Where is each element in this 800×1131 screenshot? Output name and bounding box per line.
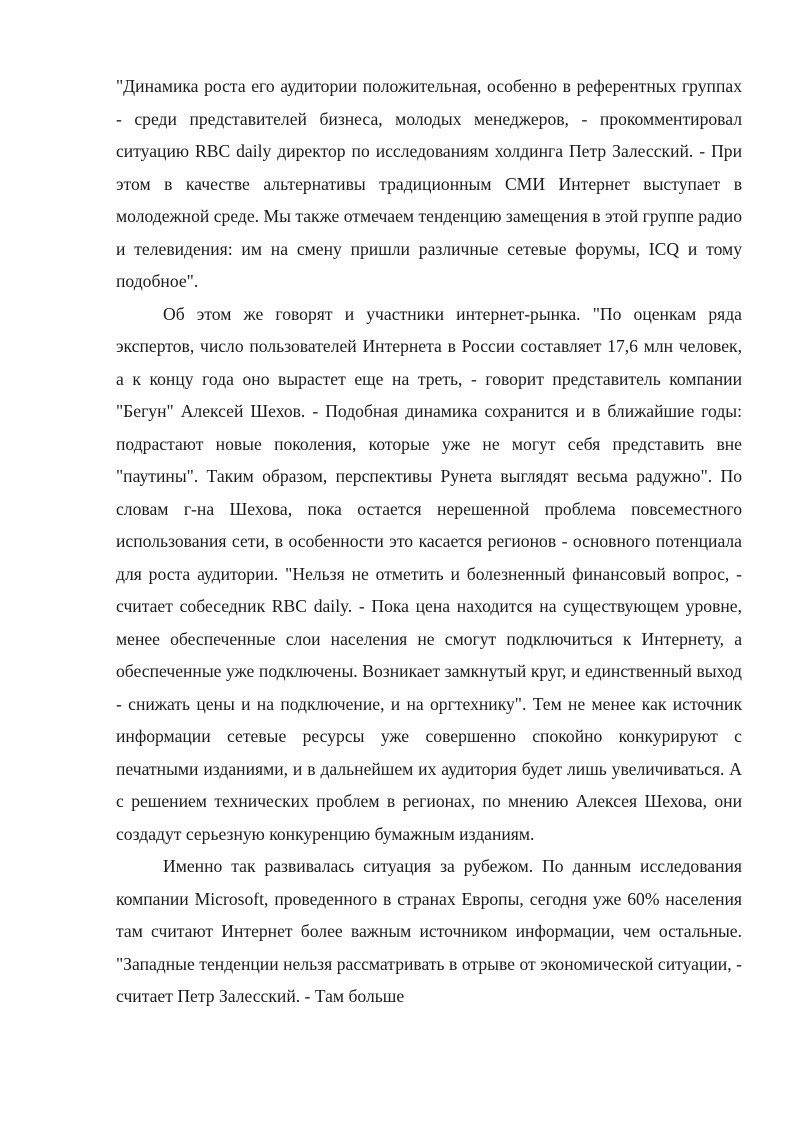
paragraph-3: Именно так развивалась ситуация за рубежом. По данным исследования компании Microsoft, проведенного в странах Европы, сегодня уже 60% населения там считают Интернет более важным источником информации, чем остальные. "Западные тенденции нельзя рассматривать в отрыве от экономической ситуации, - считает Петр Залесский. - Там больше <box>116 856 742 1006</box>
paragraph-1: "Динамика роста его аудитории положительная, особенно в референтных группах - среди представителей бизнеса, молодых менеджеров, - прокомментировал ситуацию RBC daily директор по исследованиям холдинга Петр Залесский. - При этом в качестве альтернативы традиционным СМИ Интернет выступает в молодежной среде. Мы также отмечаем тенденцию замещения в этой группе радио и телевидения: им на смену пришли различные сетевые форумы, ICQ и тому подобное". <box>116 76 743 291</box>
document-body <box>116 70 742 1013</box>
paragraph-2: Об этом же говорят и участники интернет-рынка. "По оценкам ряда экспертов, число пользователей Интернета в России составляет 17,6 млн человек, а к концу года оно вырастет еще на треть, - говорит представитель компании "Бегун" Алексей Шехов. - Подобная динамика сохранится и в ближайшие годы: подрастают новые поколения, которые уже не могут себя представить вне "паутины". Таким образом, перспективы Рунета выглядят весьма радужно". По словам г-на Шехова, пока остается нерешенной проблема повсеместного использования сети, в особенности это касается регионов - основного потенциала для роста аудитории. "Нельзя не отметить и болезненный финансовый вопрос, - считает собеседник RBC daily. - Пока цена находится на существующем уровне, менее обеспеченные слои населения не смогут подключиться к Интернету, а обеспеченные уже подключены. Возникает замкнутый круг, и единственный выход - снижать цены и на подключение, и на оргтехнику". Тем не менее как источник информации сетевые ресурсы уже совершенно спокойно конкурируют с печатными изданиями, и в дальнейшем их аудитория будет лишь увеличиваться. А с решением технических проблем в регионах, по мнению Алексея Шехова, они создадут серьезную конкуренцию бумажным изданиям. <box>116 303 742 844</box>
